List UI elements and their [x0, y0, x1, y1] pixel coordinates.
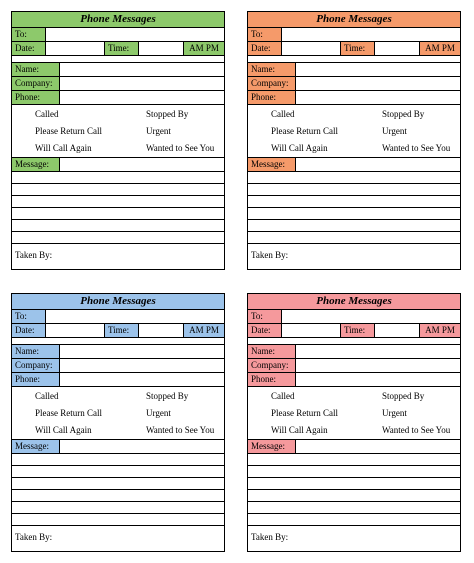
to-label: To: [12, 310, 46, 323]
message-label: Message: [248, 158, 296, 171]
time-label: Time: [341, 42, 375, 55]
to-label: To: [248, 28, 282, 41]
message-lines[interactable] [12, 454, 224, 526]
time-field[interactable] [139, 42, 184, 55]
message-checklist [248, 105, 460, 158]
time-label: Time: [105, 42, 139, 55]
date-field[interactable] [282, 324, 341, 337]
phone-label: Phone: [12, 91, 60, 104]
message-field[interactable] [60, 440, 224, 453]
stopped-by-option[interactable]: Stopped By [146, 109, 189, 119]
urgent-option[interactable]: Urgent [382, 126, 407, 136]
urgent-option[interactable]: Urgent [146, 408, 171, 418]
phone-field[interactable] [60, 91, 224, 104]
phone-label: Phone: [248, 373, 296, 386]
name-field[interactable] [296, 345, 460, 358]
card-title: Phone Messages [248, 12, 460, 28]
message-label: Message: [12, 440, 60, 453]
phone-message-card-orange [247, 11, 461, 270]
name-field[interactable] [60, 345, 224, 358]
am-pm-label: AM PM [420, 324, 460, 337]
am-pm-label: AM PM [184, 324, 224, 337]
to-label: To: [248, 310, 282, 323]
urgent-option[interactable]: Urgent [146, 126, 171, 136]
taken-by-label: Taken By: [15, 250, 53, 260]
date-label: Date: [12, 42, 46, 55]
called-option[interactable]: Called [271, 109, 295, 119]
message-checklist [12, 387, 224, 440]
stopped-by-option[interactable]: Stopped By [382, 109, 425, 119]
company-label: Company: [12, 359, 60, 372]
name-field[interactable] [60, 63, 224, 76]
message-field[interactable] [296, 440, 460, 453]
phone-field[interactable] [296, 373, 460, 386]
am-pm-label: AM PM [184, 42, 224, 55]
card-title: Phone Messages [12, 12, 224, 28]
to-field[interactable] [46, 28, 224, 41]
to-label: To: [12, 28, 46, 41]
phone-field[interactable] [60, 373, 224, 386]
message-lines[interactable] [248, 172, 460, 244]
date-label: Date: [248, 42, 282, 55]
card-title: Phone Messages [12, 294, 224, 310]
company-field[interactable] [296, 359, 460, 372]
name-label: Name: [248, 345, 296, 358]
message-field[interactable] [60, 158, 224, 171]
phone-message-card-pink [247, 293, 461, 552]
will-call-again-option[interactable]: Will Call Again [35, 425, 92, 435]
wanted-to-see-option[interactable]: Wanted to See You [146, 425, 215, 435]
company-label: Company: [248, 77, 296, 90]
name-label: Name: [12, 345, 60, 358]
company-label: Company: [248, 359, 296, 372]
company-field[interactable] [60, 77, 224, 90]
date-label: Date: [248, 324, 282, 337]
message-checklist [12, 105, 224, 158]
company-label: Company: [12, 77, 60, 90]
return-call-option[interactable]: Please Return Call [35, 126, 102, 136]
phone-label: Phone: [248, 91, 296, 104]
time-label: Time: [341, 324, 375, 337]
stopped-by-option[interactable]: Stopped By [382, 391, 425, 401]
taken-by-label: Taken By: [251, 532, 289, 542]
phone-label: Phone: [12, 373, 60, 386]
urgent-option[interactable]: Urgent [382, 408, 407, 418]
time-field[interactable] [375, 324, 420, 337]
taken-by-label: Taken By: [251, 250, 289, 260]
return-call-option[interactable]: Please Return Call [35, 408, 102, 418]
date-label: Date: [12, 324, 46, 337]
card-title: Phone Messages [248, 294, 460, 310]
to-field[interactable] [282, 310, 460, 323]
stopped-by-option[interactable]: Stopped By [146, 391, 189, 401]
called-option[interactable]: Called [35, 391, 59, 401]
time-field[interactable] [375, 42, 420, 55]
am-pm-label: AM PM [420, 42, 460, 55]
wanted-to-see-option[interactable]: Wanted to See You [146, 143, 215, 153]
to-field[interactable] [46, 310, 224, 323]
date-field[interactable] [282, 42, 341, 55]
phone-message-card-green [11, 11, 225, 270]
time-field[interactable] [139, 324, 184, 337]
wanted-to-see-option[interactable]: Wanted to See You [382, 425, 451, 435]
will-call-again-option[interactable]: Will Call Again [271, 143, 328, 153]
message-lines[interactable] [248, 454, 460, 526]
phone-message-card-blue [11, 293, 225, 552]
name-label: Name: [248, 63, 296, 76]
return-call-option[interactable]: Please Return Call [271, 126, 338, 136]
company-field[interactable] [60, 359, 224, 372]
taken-by-label: Taken By: [15, 532, 53, 542]
message-field[interactable] [296, 158, 460, 171]
phone-field[interactable] [296, 91, 460, 104]
date-field[interactable] [46, 324, 105, 337]
name-label: Name: [12, 63, 60, 76]
date-field[interactable] [46, 42, 105, 55]
called-option[interactable]: Called [271, 391, 295, 401]
company-field[interactable] [296, 77, 460, 90]
message-label: Message: [12, 158, 60, 171]
time-label: Time: [105, 324, 139, 337]
message-checklist [248, 387, 460, 440]
to-field[interactable] [282, 28, 460, 41]
name-field[interactable] [296, 63, 460, 76]
will-call-again-option[interactable]: Will Call Again [35, 143, 92, 153]
called-option[interactable]: Called [35, 109, 59, 119]
wanted-to-see-option[interactable]: Wanted to See You [382, 143, 451, 153]
message-label: Message: [248, 440, 296, 453]
will-call-again-option[interactable]: Will Call Again [271, 425, 328, 435]
return-call-option[interactable]: Please Return Call [271, 408, 338, 418]
message-lines[interactable] [12, 172, 224, 244]
